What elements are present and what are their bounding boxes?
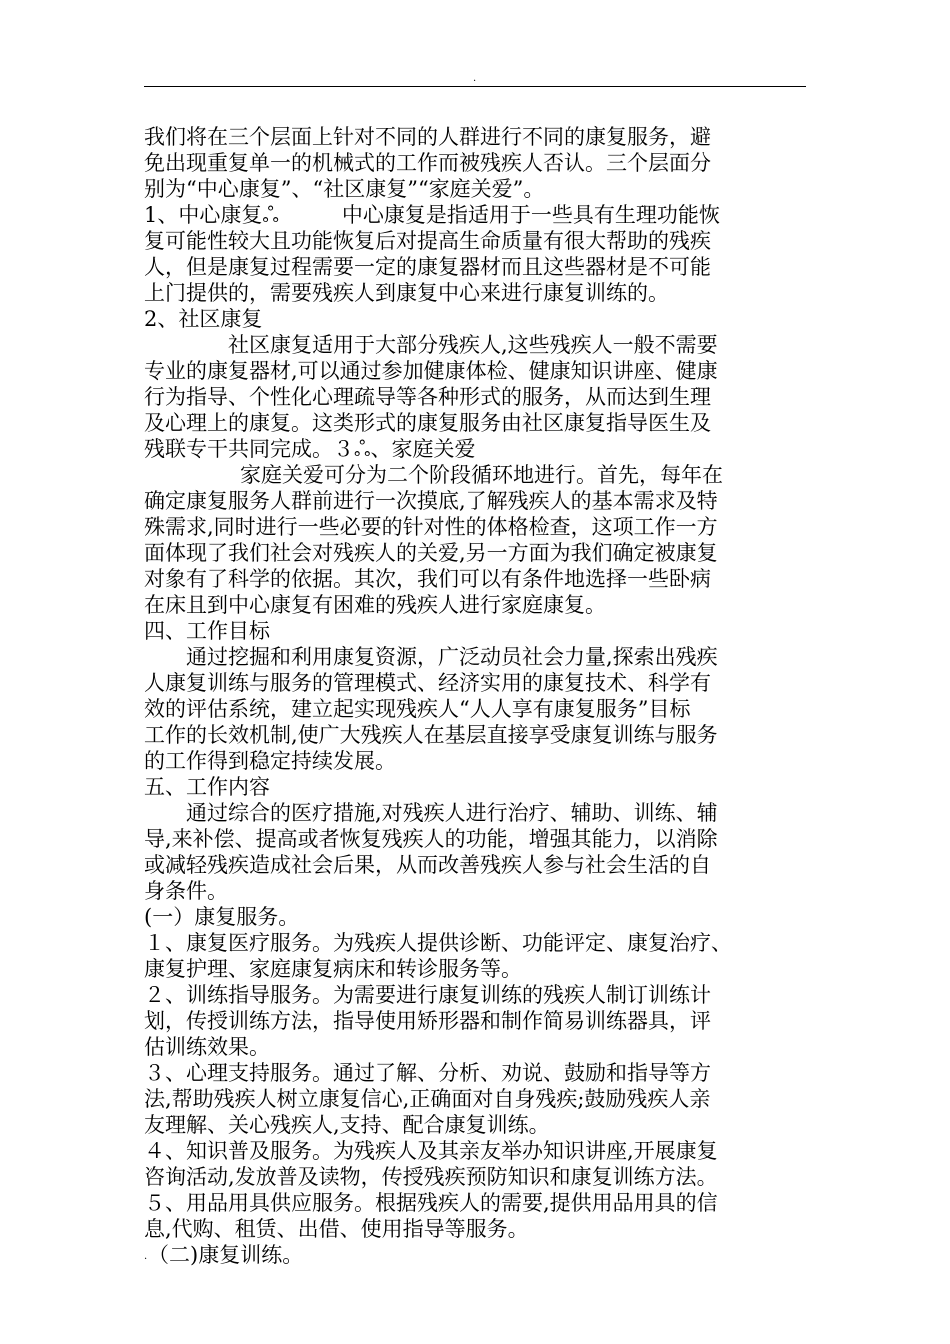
text-line: 的工作得到稳定持续发展。 [144,749,396,773]
text-line: 人，但是康复过程需要一定的康复器材而且这些器材是不可能 [144,255,711,279]
text-line: 息,代购、租赁、出借、使用指导等服务。 [144,1217,529,1241]
header-mark: . [473,73,477,84]
text-line: 法,帮助残疾人树立康复信心,正确面对自身残疾;鼓励残疾人亲 [144,1087,711,1111]
text-line: 上门提供的，需要残疾人到康复中心来进行康复训练的。 [144,281,669,305]
section-heading: 五、工作内容 [144,775,270,799]
text-line: 复可能性较大且功能恢复后对提高生命质量有很大帮助的残疾 [144,229,711,253]
text-line: 效的评估系统，建立起实现残疾人“人人享有康复服务”目标 [144,697,691,721]
text-line: 专业的康复器材,可以通过参加健康体检、健康知识讲座、健康 [144,359,718,383]
text-line: 估训练效果。 [144,1035,270,1059]
text-line: 确定康复服务人群前进行一次摸底,了解残疾人的基本需求及特 [144,489,718,513]
text-line: ３、心理支持服务。通过了解、分析、劝说、鼓励和指导等方 [144,1061,711,1085]
text-line: 或减轻残疾造成社会后果，从而改善残疾人参与社会生活的自 [144,853,711,877]
text-line: 身条件。 [144,879,228,903]
text-line: 康复护理、家庭康复病床和转诊服务等。 [144,957,522,981]
section-heading: 四、工作目标 [144,619,270,643]
text-line: 人康复训练与服务的管理模式、经济实用的康复技术、科学有 [144,671,711,695]
text-line: 及心理上的康复。这类形式的康复服务由社区康复指导医生及 [144,411,711,435]
text-line: 行为指导、个性化心理疏导等各种形式的服务，从而达到生理 [144,385,711,409]
document-body [144,124,810,1268]
text-line: 通过综合的医疗措施,对残疾人进行治疗、辅助、训练、辅 [186,801,718,825]
text-line: 通过挖掘和利用康复资源，广泛动员社会力量,探索出残疾 [186,645,718,669]
text-line: 工作的长效机制,使广大残疾人在基层直接享受康复训练与服务 [144,723,718,747]
text-line: 导,来补偿、提高或者恢复残疾人的功能，增强其能力，以消除 [144,827,718,851]
text-line: 殊需求,同时进行一些必要的针对性的体格检查，这项工作一方 [144,515,718,539]
text-line: 别为“中心康复”、“社区康复”“家庭关爱”。 [144,177,545,201]
text-line: 家庭关爱可分为二个阶段循环地进行。首先，每年在 [240,463,723,487]
text-line: ４、知识普及服务。为残疾人及其亲友举办知识讲座,开展康复 [144,1139,718,1163]
text-line: 我们将在三个层面上针对不同的人群进行不同的康复服务，避 [144,125,711,149]
section-heading: (一）康复服务。 [144,905,300,929]
text-line: １、康复医疗服务。为残疾人提供诊断、功能评定、康复治疗、 [144,931,732,955]
text-line: ５、用品用具供应服务。根据残疾人的需要,提供用品用具的信 [144,1191,718,1215]
text-line: 友理解、关心残疾人,支持、配合康复训练。 [144,1113,550,1137]
text-line: 免出现重复单一的机械式的工作而被残疾人否认。三个层面分 [144,151,711,175]
text-line: 在床且到中心康复有困难的残疾人进行家庭康复。 [144,593,606,617]
text-line: ２、训练指导服务。为需要进行康复训练的残疾人制订训练计 [144,983,711,1007]
text-line: 咨询活动,发放普及读物，传授残疾预防知识和康复训练方法。 [144,1165,718,1189]
text-line: 划，传授训练方法，指导使用矫形器和制作简易训练器具，评 [144,1009,711,1033]
text-line: 面体现了我们社会对残疾人的关爱,另一方面为我们确定被康复 [144,541,718,565]
header-rule [144,86,806,87]
footer-mark: . [144,1251,148,1262]
section-heading: 2、社区康复 [144,307,263,331]
text-line: 1、中心康复ஃ 中心康复是指适用于一些具有生理功能恢 [144,203,720,227]
text-line: 对象有了科学的依据。其次，我们可以有条件地选择一些卧病 [144,567,711,591]
section-heading: （二)康复训练。 [148,1243,304,1267]
text-line: 残联专干共同完成。３ஃ、家庭关爱 [144,437,476,461]
text-line: 社区康复适用于大部分残疾人,这些残疾人一般不需要 [228,333,718,357]
